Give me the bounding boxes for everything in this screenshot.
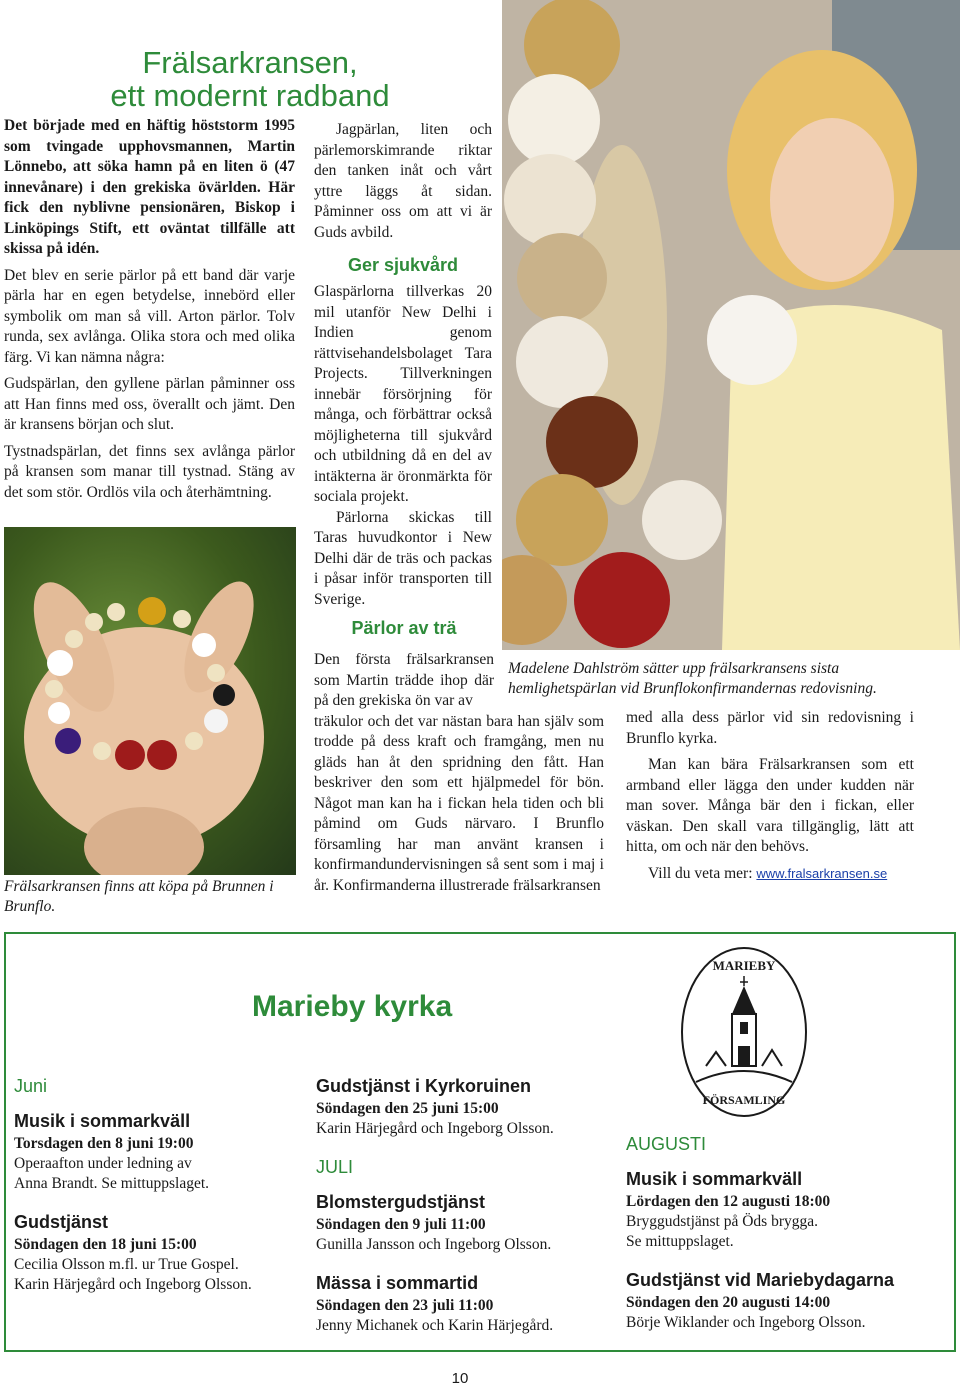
logo-bottom-text: FÖRSAMLING xyxy=(702,1093,786,1107)
event-title: Mässa i sommartid xyxy=(316,1273,479,1293)
bead-photo xyxy=(502,0,960,650)
event-line: Bryggudstjänst på Öds brygga. xyxy=(626,1213,819,1230)
paragraph: med alla dess pärlor vid sin redovisning i Brunflo kyrka. xyxy=(626,709,914,747)
event-item xyxy=(316,1076,606,1139)
month-heading-augusti: AUGUSTI xyxy=(626,1134,707,1154)
article-column-3 xyxy=(626,708,914,884)
paragraph: Jagpärlan, liten och pärlemorskimrande riktar den tanken inåt och vårt yttre läggs åt sidan. Påminner oss om att vi är Guds avbild. xyxy=(314,121,492,241)
event-title: Gudstjänst i Kyrkoruinen xyxy=(316,1076,532,1096)
month-heading-juli: JULI xyxy=(316,1157,354,1177)
month-heading-juni: Juni xyxy=(14,1076,48,1096)
schedule-juli xyxy=(316,1076,606,1354)
event-line: Cecilia Olsson m.fl. ur True Gospel. xyxy=(14,1256,239,1273)
hand-with-bracelet-image xyxy=(4,527,296,875)
event-item xyxy=(316,1273,606,1336)
event-line: Se mittuppslaget. xyxy=(626,1233,734,1250)
subheading-ger-sjukvard: Ger sjukvård xyxy=(347,255,459,275)
article-title-line1: Frälsarkransen, xyxy=(142,45,358,80)
photo-caption: Madelene Dahlström sätter upp frälsarkransens sista hemlighetspärlan vid Brunflokonfirmandernas redovisning. xyxy=(508,660,877,697)
event-item xyxy=(14,1212,294,1295)
schedule-augusti xyxy=(626,1134,926,1351)
event-line: Gunilla Jansson och Ingeborg Olsson. xyxy=(316,1236,552,1253)
event-line: Börje Wiklander och Ingeborg Olsson. xyxy=(626,1314,866,1331)
event-date: Lördagen den 12 augusti 18:00 xyxy=(626,1193,831,1210)
event-title: Blomstergudstjänst xyxy=(316,1192,486,1212)
article-title xyxy=(95,46,405,112)
paragraph: Gudspärlan, den gyllene pärlan påminner oss att Han finns med oss, överallt och jämt. Den är kransens början och slut. xyxy=(4,375,295,433)
paragraph: Pärlorna skickas till Taras huvudkontor i New Delhi där de träs och packas i påsar inför transporten till Sverige. xyxy=(314,508,492,608)
event-date: Söndagen den 20 augusti 14:00 xyxy=(626,1294,831,1311)
event-title: Musik i sommarkväll xyxy=(626,1169,803,1189)
church-title: Marieby kyrka xyxy=(252,990,453,1023)
church-logo-icon xyxy=(676,942,812,1122)
paragraph: Man kan bära Frälsarkransen som ett armband eller lägga den under kudden när man sover. Många bär den i fickan, eller väskan. Den skall vara tillgänglig, lätt att hitta, om och när den behövs. xyxy=(626,756,914,855)
event-item xyxy=(626,1169,926,1252)
schedule-juni xyxy=(14,1076,294,1313)
event-title: Musik i sommarkväll xyxy=(14,1111,191,1131)
website-link[interactable]: www.fralsarkransen.se xyxy=(756,865,888,881)
event-title: Gudstjänst vid Mariebydagarna xyxy=(626,1270,895,1290)
event-line: Karin Härjegård och Ingeborg Olsson. xyxy=(14,1276,252,1293)
paragraph-link xyxy=(626,864,914,885)
event-date: Torsdagen den 8 juni 19:00 xyxy=(14,1135,194,1152)
church-logo xyxy=(676,942,812,1122)
event-title: Gudstjänst xyxy=(14,1212,109,1232)
page-number: 10 xyxy=(451,1370,469,1387)
event-line: Karin Härjegård och Ingeborg Olsson. xyxy=(316,1120,554,1137)
article-title-line2: ett modernt radband xyxy=(110,78,390,113)
event-line: Anna Brandt. Se mittuppslaget. xyxy=(14,1175,210,1192)
subheading-parlor-av-tra: Pärlor av trä xyxy=(351,618,457,638)
logo-top-text: MARIEBY xyxy=(712,958,776,973)
link-prefix: Vill du veta mer: xyxy=(648,864,757,882)
paragraph: träkulor och det var nästan bara han själv som trodde på dess kraft och framgång, men nu gläds han åt den spridning den fått. Han beskriver den som ett hjälpmedel för bön. Något man kan ha i fickan hela tiden och bli påmind om Guds närvaro. I Brunflo församling har man använt kransen i konfirmandundervisningen så sent som i maj i år. Konfirmanderna illustrerade frälsarkransen xyxy=(314,712,604,894)
subheading-container xyxy=(314,618,494,639)
event-line: Operaafton under ledning av xyxy=(14,1155,192,1172)
girl-with-beads-image xyxy=(502,0,960,650)
paragraph: Det blev en serie pärlor på ett band där varje pärla har en egen betydelse, innebörd eller symbolik om man så vill. Arton pärlor. Tolv runda, sex avlånga. Olika stora och med olika färg. Vi kan nämna några: xyxy=(4,266,295,366)
event-date: Söndagen den 25 juni 15:00 xyxy=(316,1100,499,1117)
intro-paragraph: Det började med en häftig höststorm 1995 som tvingade upphovsmannen, Martin Lönnebo, att söka hamn på en liten ö (47 innevånare) i den grekiska övärlden. Här fick den nyblivne pensionären, Biskop i Linköpings Stift, ett oväntat tillfälle att skissa på idén. xyxy=(4,117,295,257)
paragraph: Den första frälsarkransen som Martin trädde ihop där på den grekiska ön var av xyxy=(314,651,494,709)
article-column-2 xyxy=(314,120,492,610)
bracelet-caption: Frälsarkransen finns att köpa på Brunnen i Brunflo. xyxy=(4,878,274,915)
bracelet-photo xyxy=(4,527,296,875)
paragraph: Glaspärlorna tillverkas 20 mil utanför New Delhi i Indien genom rättvisehandelsbolaget Tara Projects. Tillverkningen innebär försörjning för många, och förbättrar också möjligheterna till sjukvård och utbildning då en del av intäkterna är öronmärkta för sociala projekt. xyxy=(314,283,492,505)
event-date: Söndagen den 23 juli 11:00 xyxy=(316,1297,494,1314)
event-item xyxy=(14,1111,294,1194)
event-date: Söndagen den 18 juni 15:00 xyxy=(14,1236,197,1253)
article-column-1 xyxy=(4,116,295,503)
event-line: Jenny Michanek och Karin Härjegård. xyxy=(316,1317,554,1334)
paragraph: Tystnadspärlan, det finns sex avlånga pärlor på kransen som manar till tystnad. Stäng av det som stör. Ordlös vila och återhämtning. xyxy=(4,442,295,501)
event-item xyxy=(316,1192,606,1255)
event-item xyxy=(626,1270,926,1333)
event-date: Söndagen den 9 juli 11:00 xyxy=(316,1216,486,1233)
